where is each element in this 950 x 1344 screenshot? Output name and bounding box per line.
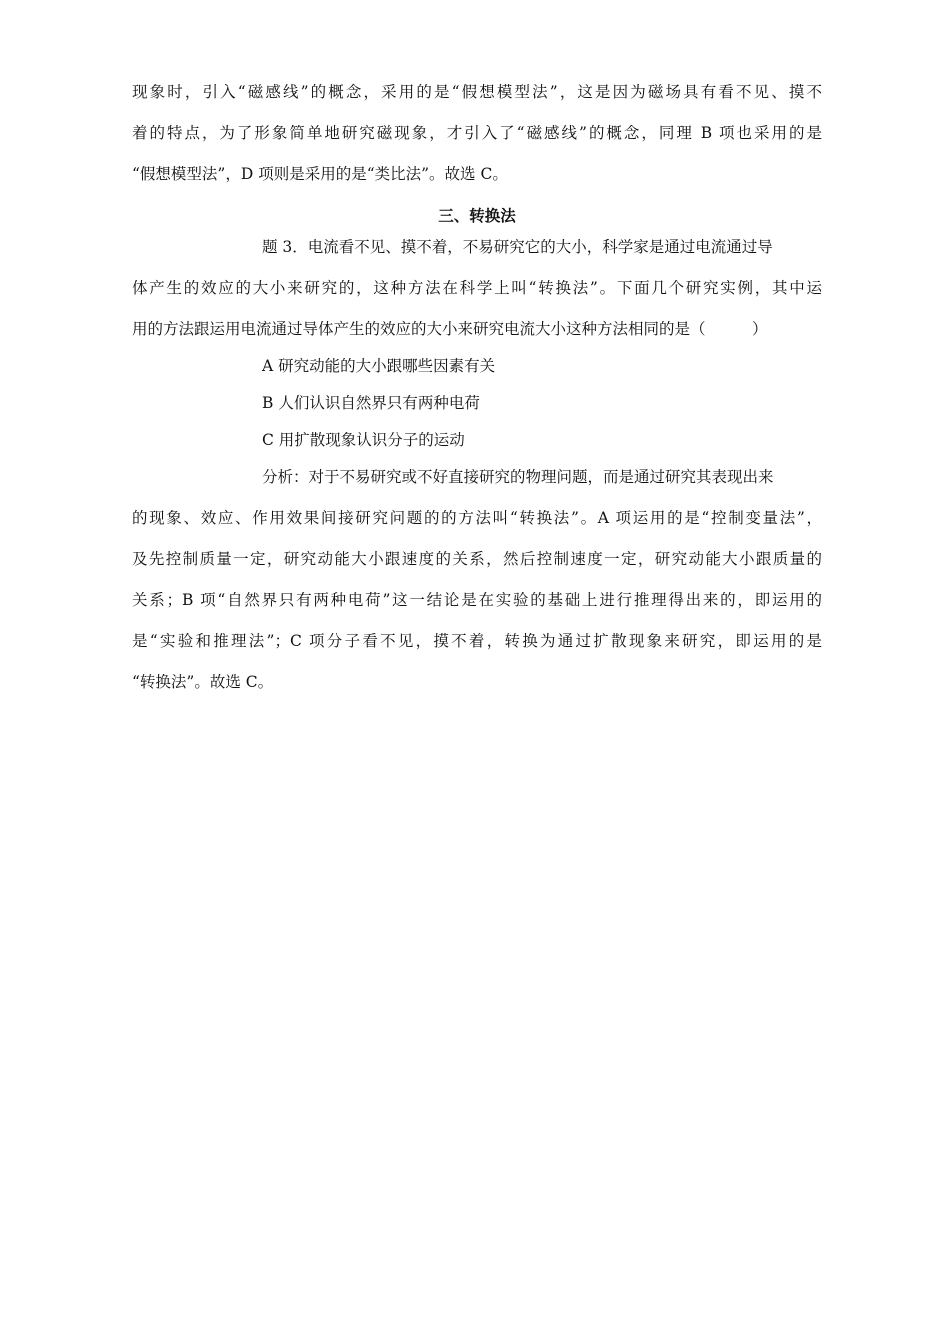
analysis-line: 分析：对于不易研究或不好直接研究的物理问题，而是通过研究其表现出来 xyxy=(262,468,774,486)
question-line: 体产生的效应的大小来研究的，这种方法在科学上叫“转换法”。下面几个研究实例，其中运 xyxy=(132,279,822,297)
question-block xyxy=(132,233,822,463)
intro-line: 现象时，引入“磁感线”的概念，采用的是“假想模型法”，这是因为磁场具有看不见、摸不 xyxy=(132,83,822,101)
analysis-line: “转换法”。故选 C。 xyxy=(132,673,274,691)
analysis-line: 是“实验和推理法”；C 项分子看不见，摸不着，转换为通过扩散现象来研究，即运用的是 xyxy=(132,632,822,650)
question-line: 用的方法跟运用电流通过导体产生的效应的大小来研究电流大小这种方法相同的是（ ） xyxy=(132,320,768,338)
analysis-line: 关系；B 项“自然界只有两种电荷”这一结论是在实验的基础上进行推理得出来的，即运用的 xyxy=(132,591,822,609)
option-a: A 研究动能的大小跟哪些因素有关 xyxy=(262,357,496,375)
intro-line: “假想模型法”，D 项则是采用的是“类比法”。故选 C。 xyxy=(132,165,508,183)
option-b: B 人们认识自然界只有两种电荷 xyxy=(262,394,480,412)
section-heading: 三、转换法 xyxy=(438,206,516,225)
analysis-paragraph xyxy=(132,463,822,709)
intro-line: 着的特点，为了形象简单地研究磁现象，才引入了“磁感线”的概念，同理 B 项也采用的是 xyxy=(132,124,822,142)
document-body xyxy=(132,78,822,709)
analysis-line: 及先控制质量一定，研究动能大小跟速度的关系，然后控制速度一定，研究动能大小跟质量的 xyxy=(132,550,822,568)
question-line: 题 3．电流看不见、摸不着，不易研究它的大小，科学家是通过电流通过导 xyxy=(262,238,773,256)
option-c: C 用扩散现象认识分子的运动 xyxy=(262,431,465,449)
analysis-line: 的现象、效应、作用效果间接研究问题的的方法叫“转换法”。A 项运用的是“控制变量法”， xyxy=(132,509,822,527)
intro-paragraph xyxy=(132,78,822,201)
